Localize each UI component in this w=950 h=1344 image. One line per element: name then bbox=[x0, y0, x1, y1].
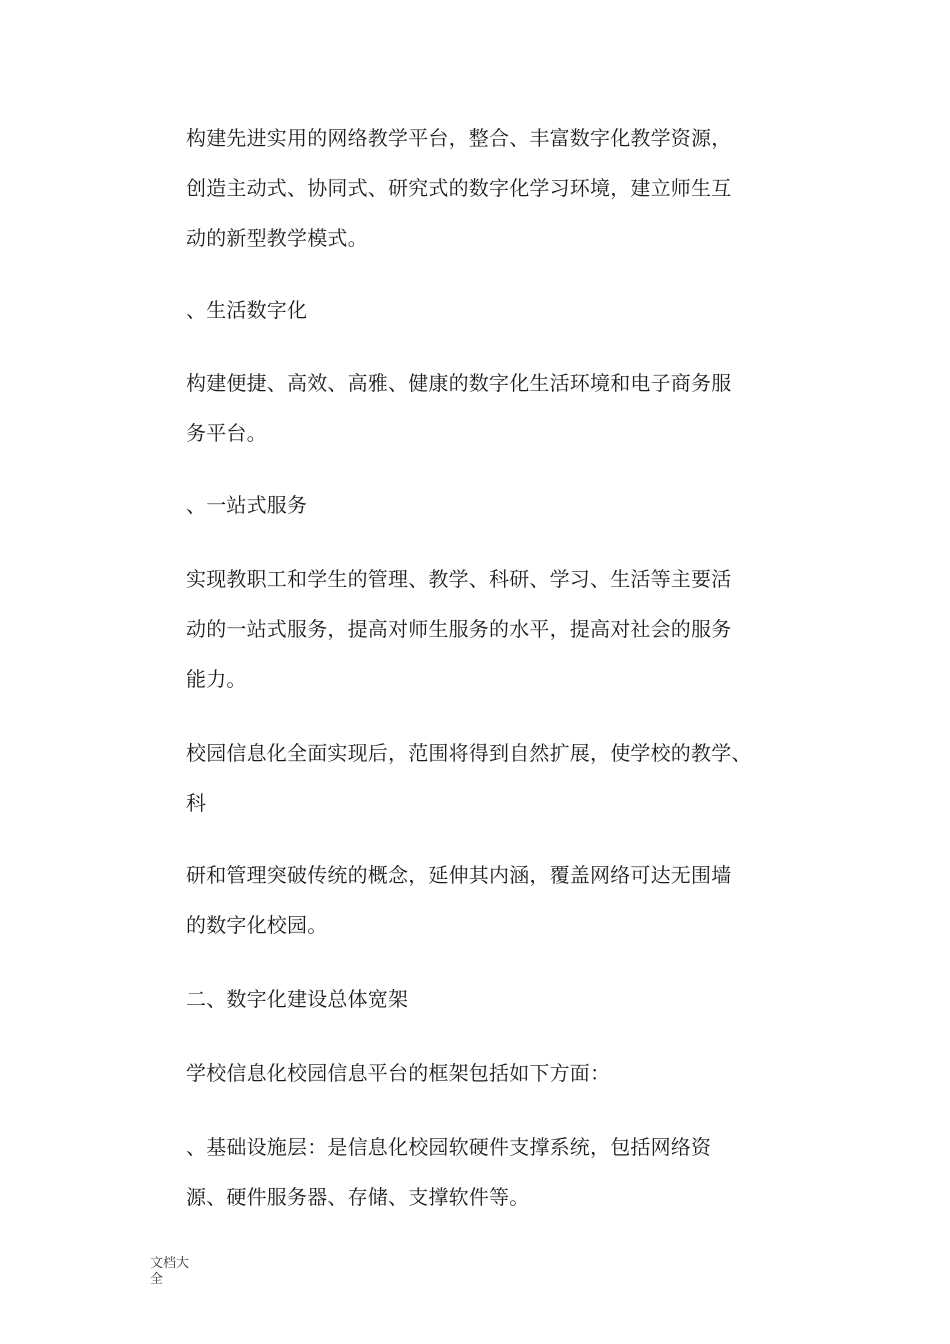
footer-watermark: 文档大全 bbox=[150, 1256, 190, 1287]
paragraph-line-15: 源、硬件服务器、存储、支撑软件等。 bbox=[186, 1185, 530, 1209]
paragraph-line-3: 动的新型教学模式。 bbox=[186, 226, 368, 250]
paragraph-line-7: 动的一站式服务，提高对师生服务的水平，提高对社会的服务 bbox=[186, 617, 732, 641]
paragraph-line-6: 实现教职工和学生的管理、教学、科研、学习、生活等主要活 bbox=[186, 567, 732, 591]
paragraph-line-8: 能力。 bbox=[186, 667, 247, 691]
paragraph-line-12: 的数字化校园。 bbox=[186, 913, 328, 937]
paragraph-line-13: 学校信息化校园信息平台的框架包括如下方面： bbox=[186, 1061, 611, 1085]
paragraph-line-2: 创造主动式、协同式、研究式的数字化学习环境，建立师生互 bbox=[186, 176, 732, 200]
paragraph-line-14: 、基础设施层：是信息化校园软硬件支撑系统，包括网络资 bbox=[186, 1135, 712, 1159]
paragraph-line-5: 务平台。 bbox=[186, 421, 267, 445]
paragraph-line-4: 构建便捷、高效、高雅、健康的数字化生活环境和电子商务服 bbox=[186, 371, 732, 395]
section-heading-life: 、生活数字化 bbox=[186, 298, 308, 322]
section-heading-one-stop: 、一站式服务 bbox=[186, 493, 308, 517]
paragraph-line-10: 科 bbox=[186, 791, 207, 815]
paragraph-line-1: 构建先进实用的网络教学平台，整合、丰富数字化教学资源， bbox=[186, 126, 732, 150]
paragraph-line-9: 校园信息化全面实现后，范围将得到自然扩展，使学校的教学、 bbox=[186, 741, 752, 765]
paragraph-line-11: 研和管理突破传统的概念，延伸其内涵，覆盖网络可达无围墙 bbox=[186, 863, 732, 887]
section-heading-framework: 二、数字化建设总体宽架 bbox=[186, 987, 409, 1011]
